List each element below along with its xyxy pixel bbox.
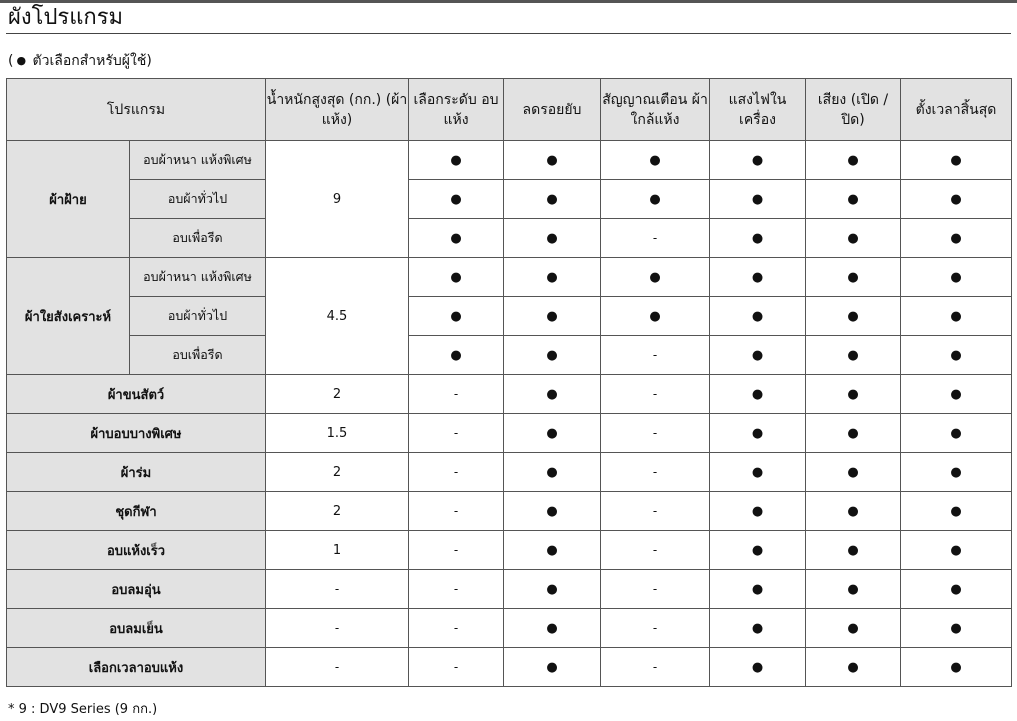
table-row	[7, 141, 1012, 180]
option-available-dot-icon: ●	[806, 531, 901, 570]
table-row	[7, 219, 1012, 258]
option-available-dot-icon: ●	[901, 492, 1012, 531]
option-available-dot-icon: ●	[901, 453, 1012, 492]
option-unavailable-dash: -	[601, 336, 710, 375]
header-max-load: น้ำหนักสูงสุด (กก.) (ผ้าแห้ง)	[266, 79, 409, 141]
option-available-dot-icon: ●	[710, 258, 806, 297]
page-title: ผังโปรแกรม	[8, 5, 124, 30]
option-available-dot-icon: ●	[806, 297, 901, 336]
option-unavailable-dash: -	[601, 570, 710, 609]
option-available-dot-icon: ●	[806, 375, 901, 414]
option-unavailable-dash: -	[409, 414, 504, 453]
option-available-dot-icon: ●	[806, 414, 901, 453]
option-available-dot-icon: ●	[901, 141, 1012, 180]
header-wrinkle: ลดรอยยับ	[504, 79, 601, 141]
max-load-value: -	[266, 570, 409, 609]
option-available-dot-icon: ●	[901, 180, 1012, 219]
option-available-dot-icon: ●	[710, 414, 806, 453]
option-available-dot-icon: ●	[901, 336, 1012, 375]
header-drum-light: แสงไฟใน เครื่อง	[710, 79, 806, 141]
footnote: * 9 : DV9 Series (9 กก.)	[8, 702, 158, 717]
option-available-dot-icon: ●	[504, 141, 601, 180]
option-available-dot-icon: ●	[601, 141, 710, 180]
option-available-dot-icon: ●	[901, 258, 1012, 297]
option-available-dot-icon: ●	[901, 219, 1012, 258]
program-sub-name: อบผ้าทั่วไป	[130, 180, 266, 219]
header-end-time: ตั้งเวลาสิ้นสุด	[901, 79, 1012, 141]
chart-body	[7, 141, 1012, 687]
max-load-value: 2	[266, 492, 409, 531]
option-available-dot-icon: ●	[710, 570, 806, 609]
table-row	[7, 336, 1012, 375]
option-available-dot-icon: ●	[901, 414, 1012, 453]
option-available-dot-icon: ●	[504, 297, 601, 336]
option-unavailable-dash: -	[601, 531, 710, 570]
legend-open: (	[8, 53, 14, 69]
option-available-dot-icon: ●	[504, 258, 601, 297]
program-sub-name: อบผ้าหนา แห้งพิเศษ	[130, 141, 266, 180]
max-load-value: 2	[266, 453, 409, 492]
option-available-dot-icon: ●	[504, 219, 601, 258]
option-unavailable-dash: -	[409, 453, 504, 492]
program-chart-table	[6, 78, 1012, 687]
option-available-dot-icon: ●	[710, 375, 806, 414]
option-unavailable-dash: -	[601, 609, 710, 648]
option-available-dot-icon: ●	[806, 180, 901, 219]
option-available-dot-icon: ●	[504, 531, 601, 570]
max-load-value: 2	[266, 375, 409, 414]
option-unavailable-dash: -	[601, 453, 710, 492]
option-available-dot-icon: ●	[901, 531, 1012, 570]
option-unavailable-dash: -	[409, 570, 504, 609]
option-available-dot-icon: ●	[710, 648, 806, 687]
option-unavailable-dash: -	[601, 219, 710, 258]
option-available-dot-icon: ●	[409, 297, 504, 336]
option-available-dot-icon: ●	[504, 180, 601, 219]
option-available-dot-icon: ●	[710, 297, 806, 336]
option-unavailable-dash: -	[409, 531, 504, 570]
table-row	[7, 180, 1012, 219]
option-unavailable-dash: -	[409, 609, 504, 648]
option-available-dot-icon: ●	[504, 609, 601, 648]
program-group-name: ผ้าใยสังเคราะห์	[7, 258, 130, 375]
option-available-dot-icon: ●	[409, 180, 504, 219]
top-rule	[0, 0, 1017, 3]
option-available-dot-icon: ●	[710, 609, 806, 648]
table-row	[7, 453, 1012, 492]
table-row	[7, 258, 1012, 297]
table-row	[7, 648, 1012, 687]
max-load-value: -	[266, 648, 409, 687]
option-available-dot-icon: ●	[710, 531, 806, 570]
legend-dot-icon: ●	[16, 54, 27, 67]
header-program: โปรแกรม	[7, 79, 266, 141]
option-available-dot-icon: ●	[806, 570, 901, 609]
program-name: ผ้าร่ม	[7, 453, 266, 492]
header-dry-level: เลือกระดับ อบแห้ง	[409, 79, 504, 141]
table-row	[7, 414, 1012, 453]
option-available-dot-icon: ●	[409, 219, 504, 258]
option-available-dot-icon: ●	[601, 258, 710, 297]
option-available-dot-icon: ●	[601, 180, 710, 219]
table-row	[7, 375, 1012, 414]
option-available-dot-icon: ●	[710, 336, 806, 375]
option-unavailable-dash: -	[601, 648, 710, 687]
option-available-dot-icon: ●	[806, 336, 901, 375]
program-name: ผ้าขนสัตว์	[7, 375, 266, 414]
header-row	[7, 79, 1012, 141]
max-load-value: -	[266, 609, 409, 648]
option-available-dot-icon: ●	[901, 609, 1012, 648]
option-available-dot-icon: ●	[504, 336, 601, 375]
option-available-dot-icon: ●	[409, 258, 504, 297]
legend-text: ตัวเลือกสำหรับผู้ใช้)	[32, 53, 152, 69]
option-available-dot-icon: ●	[901, 648, 1012, 687]
option-available-dot-icon: ●	[504, 570, 601, 609]
option-available-dot-icon: ●	[901, 570, 1012, 609]
option-available-dot-icon: ●	[710, 453, 806, 492]
option-unavailable-dash: -	[409, 375, 504, 414]
program-sub-name: อบผ้าหนา แห้งพิเศษ	[130, 258, 266, 297]
option-available-dot-icon: ●	[806, 453, 901, 492]
option-available-dot-icon: ●	[806, 648, 901, 687]
option-unavailable-dash: -	[601, 375, 710, 414]
program-sub-name: อบเพื่อรีด	[130, 219, 266, 258]
header-sound: เสียง (เปิด / ปิด)	[806, 79, 901, 141]
max-load-value: 9	[266, 141, 409, 258]
option-available-dot-icon: ●	[504, 492, 601, 531]
max-load-value: 4.5	[266, 258, 409, 375]
program-name: เลือกเวลาอบแห้ง	[7, 648, 266, 687]
option-unavailable-dash: -	[601, 492, 710, 531]
option-unavailable-dash: -	[601, 414, 710, 453]
option-unavailable-dash: -	[409, 648, 504, 687]
option-available-dot-icon: ●	[504, 648, 601, 687]
table-row	[7, 492, 1012, 531]
option-available-dot-icon: ●	[806, 492, 901, 531]
table-row	[7, 609, 1012, 648]
max-load-value: 1.5	[266, 414, 409, 453]
option-available-dot-icon: ●	[601, 297, 710, 336]
legend-line	[8, 51, 152, 71]
program-name: ผ้าบอบบางพิเศษ	[7, 414, 266, 453]
table-row	[7, 531, 1012, 570]
table-row	[7, 297, 1012, 336]
option-available-dot-icon: ●	[710, 141, 806, 180]
option-available-dot-icon: ●	[901, 297, 1012, 336]
program-sub-name: อบผ้าทั่วไป	[130, 297, 266, 336]
program-name: อบแห้งเร็ว	[7, 531, 266, 570]
title-rule	[6, 33, 1011, 34]
option-available-dot-icon: ●	[409, 336, 504, 375]
option-available-dot-icon: ●	[504, 414, 601, 453]
option-available-dot-icon: ●	[409, 141, 504, 180]
program-name: ชุดกีฬา	[7, 492, 266, 531]
option-available-dot-icon: ●	[710, 180, 806, 219]
option-available-dot-icon: ●	[710, 492, 806, 531]
max-load-value: 1	[266, 531, 409, 570]
option-available-dot-icon: ●	[504, 453, 601, 492]
table-row	[7, 570, 1012, 609]
program-group-name: ผ้าฝ้าย	[7, 141, 130, 258]
header-alarm: สัญญาณเตือน ผ้าใกล้แห้ง	[601, 79, 710, 141]
program-name: อบลมเย็น	[7, 609, 266, 648]
option-available-dot-icon: ●	[901, 375, 1012, 414]
program-sub-name: อบเพื่อรีด	[130, 336, 266, 375]
option-available-dot-icon: ●	[504, 375, 601, 414]
option-available-dot-icon: ●	[806, 258, 901, 297]
option-available-dot-icon: ●	[806, 219, 901, 258]
option-available-dot-icon: ●	[806, 141, 901, 180]
option-available-dot-icon: ●	[710, 219, 806, 258]
option-unavailable-dash: -	[409, 492, 504, 531]
program-name: อบลมอุ่น	[7, 570, 266, 609]
option-available-dot-icon: ●	[806, 609, 901, 648]
